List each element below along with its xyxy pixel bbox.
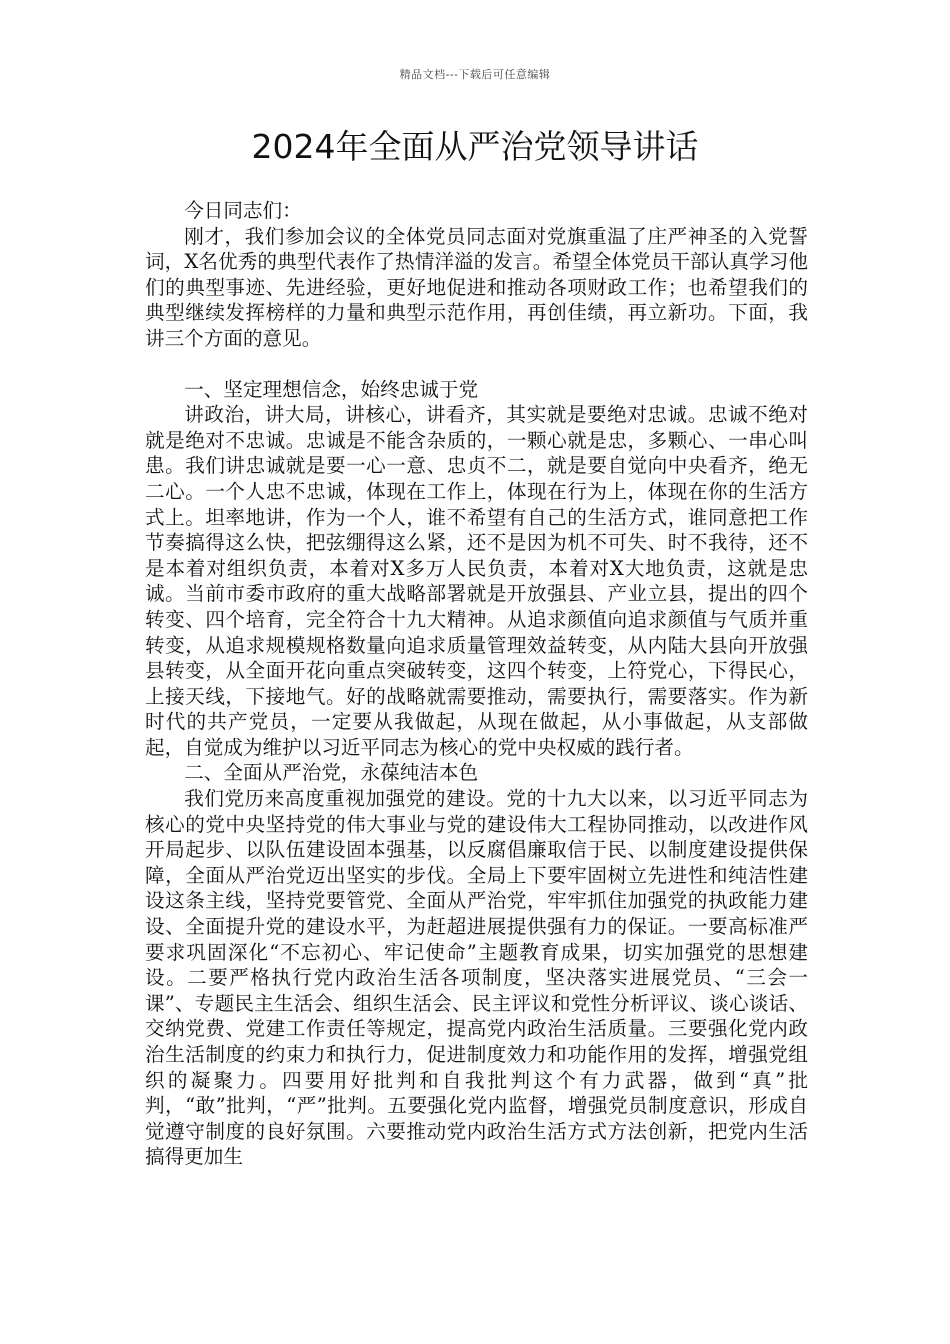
paragraph-intro: 刚才，我们参加会议的全体党员同志面对党旗重温了庄严神圣的入党誓词，X名优秀的典型代表作了热情洋溢的发言。希望全体党员干部认真学习他们的典型事迹、先进经验，更好地促进和推动各项财政工作；也希望我们的典型继续发挥榜样的力量和典型示范作用，再创佳绩，再立新功。下面，我讲三个方面的意见。 [145, 224, 808, 350]
document-body [145, 198, 808, 1170]
section-2-heading: 二、全面从严治党，永葆纯洁本色 [184, 761, 479, 785]
section-1-body: 讲政治，讲大局，讲核心，讲看齐，其实就是要绝对忠诚。忠诚不绝对就是绝对不忠诚。忠诚是不能含杂质的，一颗心就是忠，多颗心、一串心叫患。我们讲忠诚就是要一心一意、忠贞不二，就是要自觉向中央看齐，绝无二心。一个人忠不忠诚，体现在工作上，体现在行为上，体现在你的生活方式上。坦率地讲，作为一个人，谁不希望有自己的生活方式，谁同意把工作节奏搞得这么快，把弦绷得这么紧，还不是因为机不可失、时不我待，还不是本着对组织负责，本着对X多万人民负责，本着对X大地负责，这就是忠诚。当前市委市政府的重大战略部署就是开放强县、产业立县，提出的四个转变、四个培育，完全符合十九大精神。从追求颜值向追求颜值与气质并重转变，从追求规模规格数量向追求质量管理效益转变，从内陆大县向开放强县转变，从全面开花向重点突破转变，这四个转变，上符党心，下得民心，上接天线，下接地气。好的战略就需要推动，需要执行，需要落实。作为新时代的共产党员，一定要从我做起，从现在做起，从小事做起，从支部做起，自觉成为维护以习近平同志为核心的党中央权威的践行者。 [145, 403, 808, 759]
header-note: 精品文档---下载后可任意编辑 [399, 68, 551, 81]
document-title: 2024年全面从严治党领导讲话 [251, 127, 699, 166]
salutation: 今日同志们： [184, 199, 302, 222]
section-1-heading: 一、坚定理想信念，始终忠诚于党 [184, 377, 479, 401]
section-2-body: 我们党历来高度重视加强党的建设。党的十九大以来，以习近平同志为核心的党中央坚持党的伟大事业与党的建设伟大工程协同推动，以改进作风开局起步、以队伍建设固本强基，以反腐倡廉取信于民、以制度建设提供保障，全面从严治党迈出坚实的步伐。全局上下要牢固树立先进性和纯洁性建设这条主线，坚持党要管党、全面从严治党，牢牢抓住加强党的执政能力建设、全面提升党的建设水平，为赶超进展提供强有力的保证。一要高标准严要求巩固深化“不忘初心、牢记使命”主题教育成果，切实加强党的思想建设。二要严格执行党内政治生活各项制度，坚决落实进展党员、“三会一课”、专题民主生活会、组织生活会、民主评议和党性分析评议、谈心谈话、交纳党费、党建工作责任等规定，提高党内政治生活质量。三要强化党内政治生活制度的约束力和执行力，促进制度效力和功能作用的发挥，增强党组织的凝聚力。四要用好批判和自我批判这个有力武器，做到“真”批判，“敢”批判，“严”批判。五要强化党内监督，增强党员制度意识，形成自觉遵守制度的良好氛围。六要推动党内政治生活方式方法创新，把党内生活搞得更加生 [145, 787, 808, 1169]
